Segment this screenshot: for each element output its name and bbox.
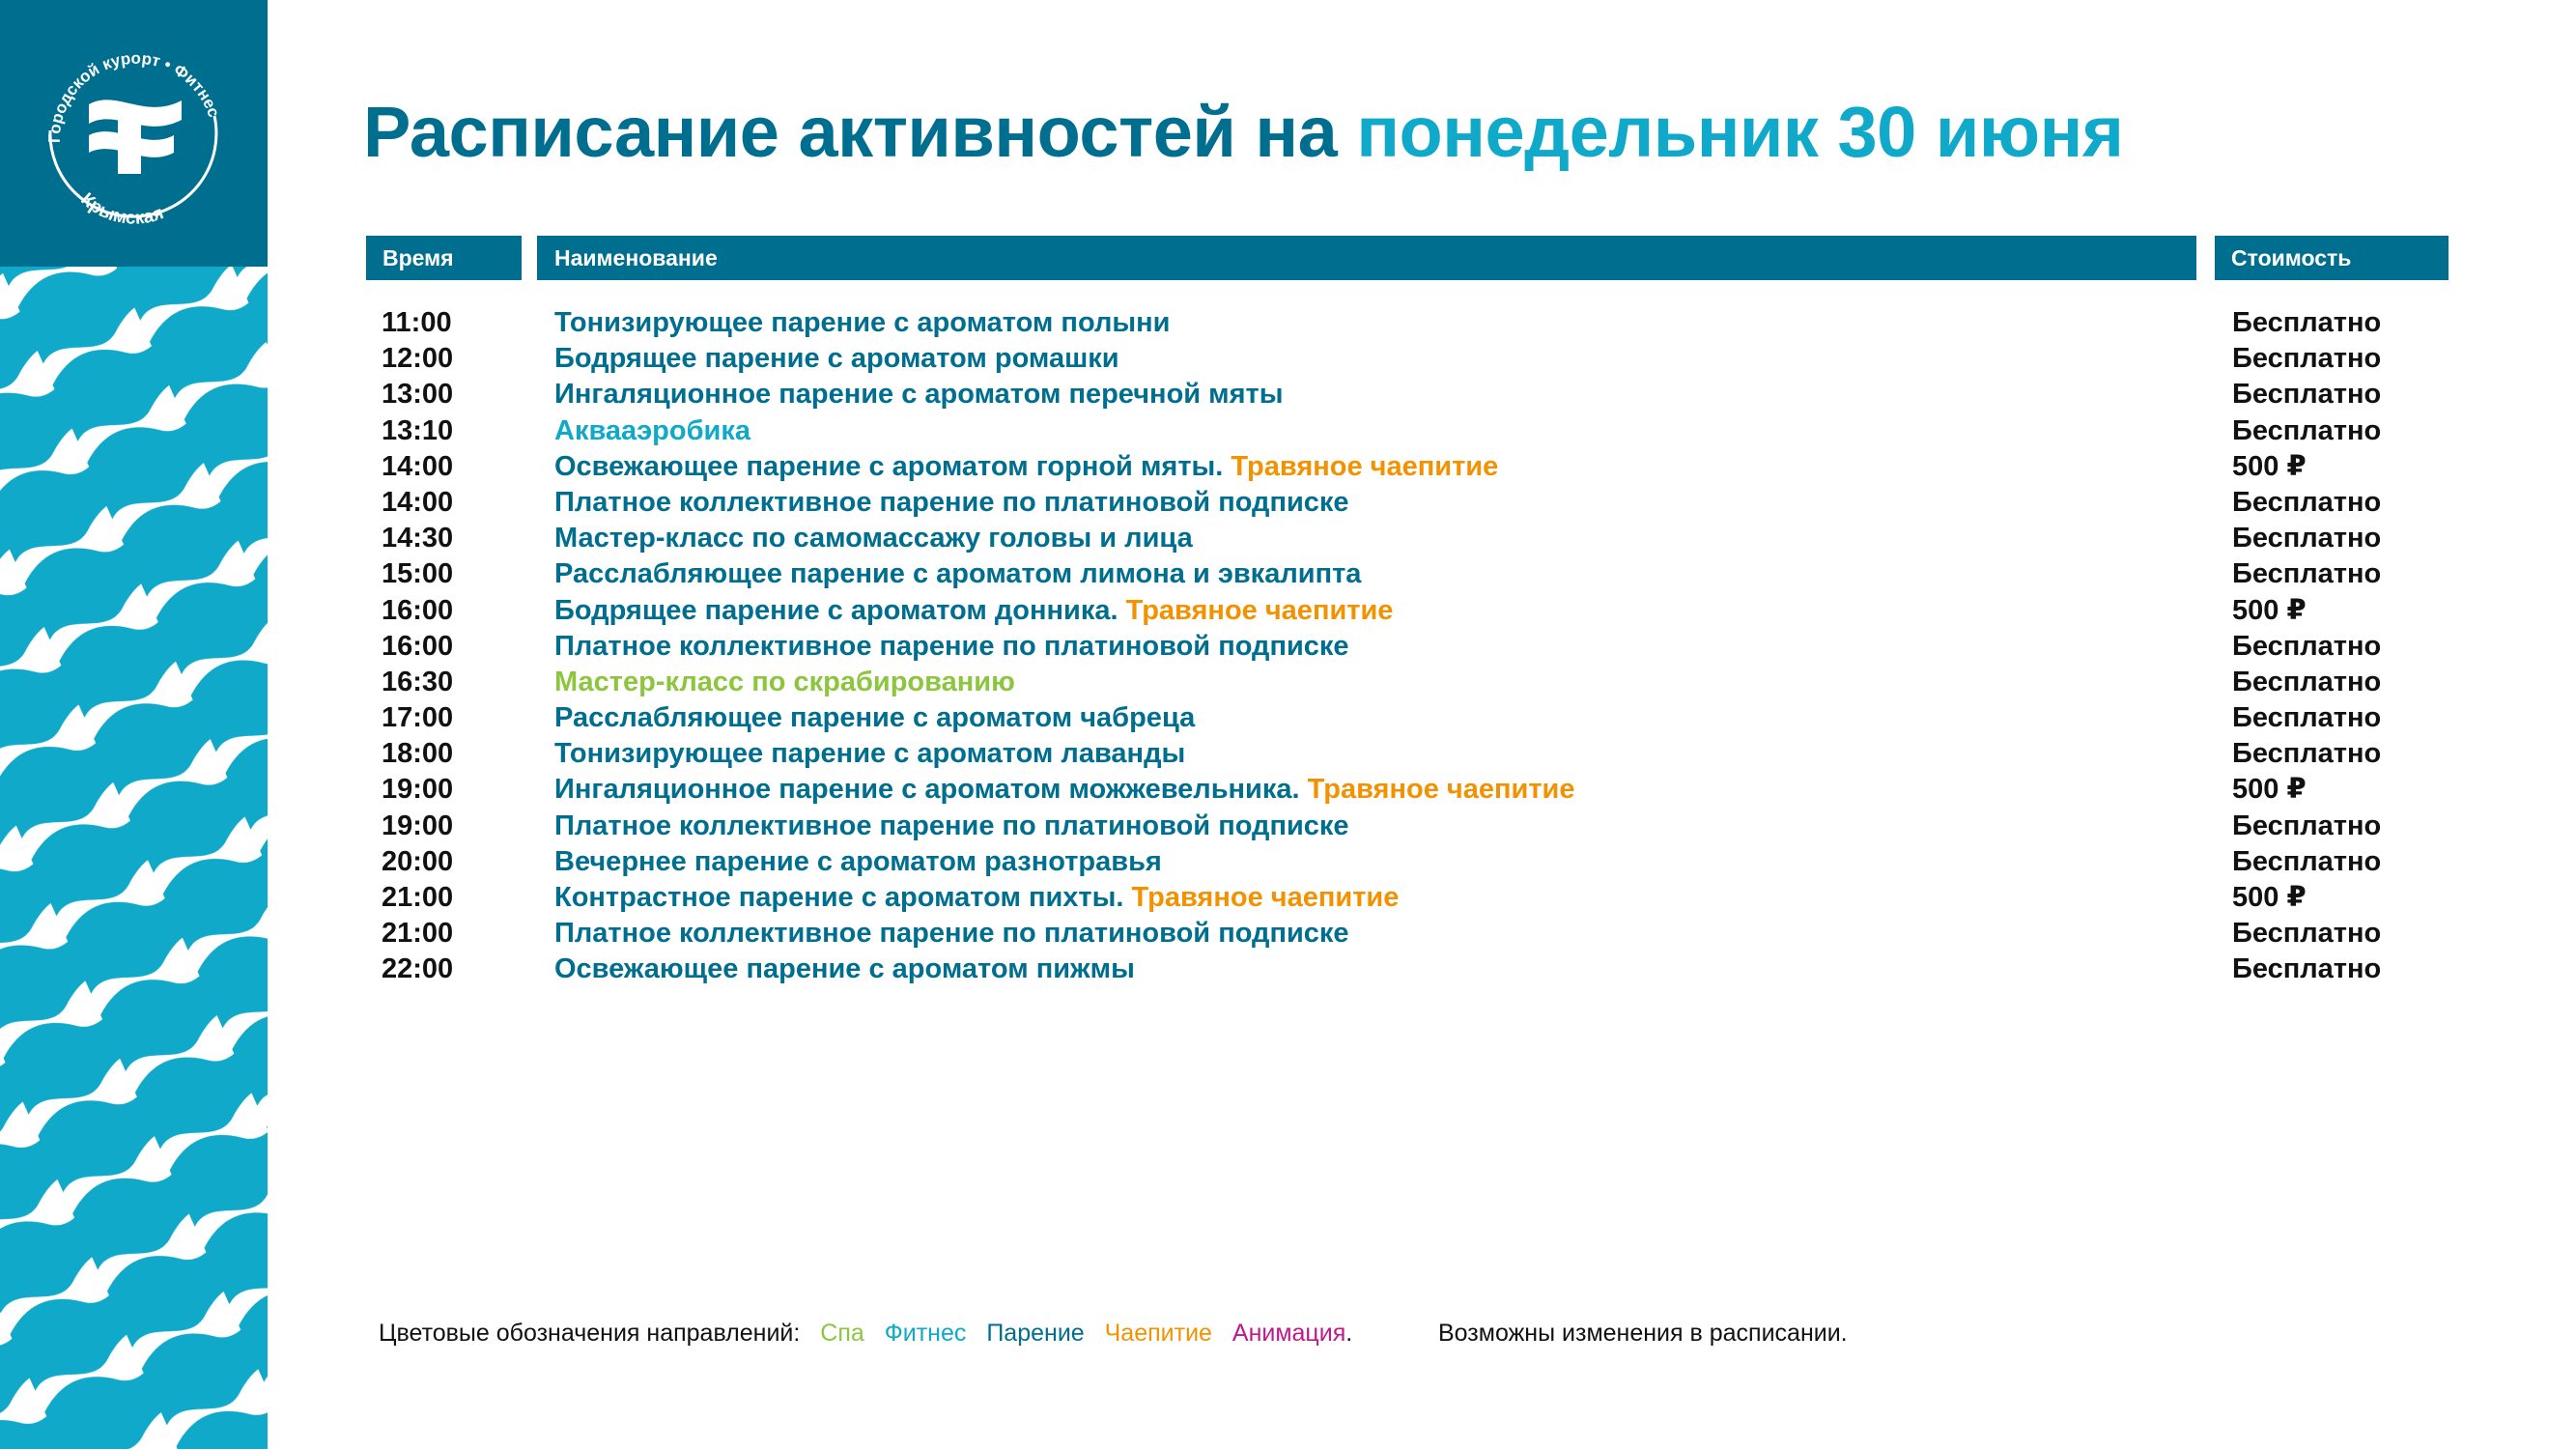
table-row xyxy=(0,772,2576,808)
row-time: 21:00 xyxy=(382,882,454,913)
row-activity-name xyxy=(554,377,1284,412)
row-activity-title: Мастер-класс по самомассажу головы и лица xyxy=(554,523,1193,554)
table-row xyxy=(0,629,2576,665)
row-activity-name xyxy=(554,449,1498,485)
logo-bottom-text: Крымская xyxy=(76,188,167,229)
row-tea-addon: Травяное чаепитие xyxy=(1307,774,1575,806)
row-cost: Бесплатно xyxy=(2232,379,2382,411)
row-cost: 500 ₽ xyxy=(2232,882,2307,913)
row-activity-name xyxy=(554,916,1349,952)
row-time: 16:30 xyxy=(382,666,454,697)
logo-emblem-icon xyxy=(0,0,268,267)
row-activity-title: Мастер-класс по скрабированию xyxy=(554,666,1015,697)
row-time: 12:00 xyxy=(382,343,454,375)
row-activity-title: Тонизирующее парение с ароматом полыни xyxy=(554,307,1171,338)
table-row xyxy=(0,916,2576,952)
table-row xyxy=(0,952,2576,987)
row-activity-name xyxy=(554,700,1195,736)
legend-tea: Чаепитие xyxy=(1104,1320,1212,1347)
table-row xyxy=(0,449,2576,485)
table-row xyxy=(0,736,2576,772)
row-activity-title: Тонизирующее парение с ароматом лаванды xyxy=(554,738,1186,770)
row-cost: Бесплатно xyxy=(2232,630,2382,662)
row-time: 13:00 xyxy=(382,379,454,411)
row-cost: Бесплатно xyxy=(2232,702,2382,734)
row-cost: Бесплатно xyxy=(2232,918,2382,950)
row-cost: Бесплатно xyxy=(2232,486,2382,518)
row-activity-title: Контрастное парение с ароматом пихты. xyxy=(554,882,1124,913)
row-cost: Бесплатно xyxy=(2232,738,2382,770)
row-time: 15:00 xyxy=(382,558,454,590)
row-cost: Бесплатно xyxy=(2232,845,2382,877)
row-time: 14:30 xyxy=(382,523,454,554)
row-activity-name xyxy=(554,844,1162,880)
row-activity-title: Платное коллективное парение по платиновой подписке xyxy=(554,486,1349,518)
row-cost: Бесплатно xyxy=(2232,810,2382,841)
row-activity-title: Вечернее парение с ароматом разнотравья xyxy=(554,845,1162,877)
table-row xyxy=(0,665,2576,700)
row-activity-name xyxy=(554,952,1135,987)
legend-period: . xyxy=(1345,1320,1353,1347)
row-activity-title: Платное коллективное парение по платиновой подписке xyxy=(554,630,1349,662)
row-tea-addon: Травяное чаепитие xyxy=(1231,450,1499,482)
row-tea-addon: Травяное чаепитие xyxy=(1131,882,1400,913)
column-header-cost: Стоимость xyxy=(2215,236,2449,280)
title-main: Расписание активностей на xyxy=(363,92,1357,172)
page-title xyxy=(363,91,2123,173)
row-activity-title: Бодрящее парение с ароматом ромашки xyxy=(554,343,1119,375)
row-time: 11:00 xyxy=(382,307,452,338)
row-activity-name xyxy=(554,305,1170,341)
row-time: 16:00 xyxy=(382,630,454,662)
row-activity-name xyxy=(554,736,1185,772)
table-row xyxy=(0,556,2576,592)
table-row xyxy=(0,413,2576,449)
row-activity-title: Аквааэробика xyxy=(554,414,750,446)
row-time: 17:00 xyxy=(382,702,454,734)
legend-spa: Спа xyxy=(820,1320,864,1347)
row-activity-title: Бодрящее парение с ароматом донника. xyxy=(554,594,1118,626)
row-time: 20:00 xyxy=(382,845,454,877)
row-cost: Бесплатно xyxy=(2232,343,2382,375)
logo-ring-text: Городской курорт • Фитнес xyxy=(44,48,224,144)
row-cost: Бесплатно xyxy=(2232,953,2382,985)
row-cost: Бесплатно xyxy=(2232,666,2382,697)
schedule-table-body xyxy=(0,305,2576,988)
row-activity-name xyxy=(554,665,1015,700)
row-time: 16:00 xyxy=(382,594,454,626)
row-time: 13:10 xyxy=(382,414,454,446)
row-cost: 500 ₽ xyxy=(2232,774,2307,806)
table-row xyxy=(0,485,2576,521)
row-activity-title: Платное коллективное парение по платиновой подписке xyxy=(554,918,1349,950)
row-cost: Бесплатно xyxy=(2232,558,2382,590)
row-activity-name xyxy=(554,413,750,449)
row-cost: 500 ₽ xyxy=(2232,450,2307,482)
row-activity-title: Ингаляционное парение с ароматом перечной мяты xyxy=(554,379,1284,411)
row-tea-addon: Травяное чаепитие xyxy=(1125,594,1394,626)
legend-steam: Парение xyxy=(986,1320,1085,1347)
table-row xyxy=(0,880,2576,916)
table-row xyxy=(0,700,2576,736)
brand-logo xyxy=(0,0,268,267)
row-cost: Бесплатно xyxy=(2232,523,2382,554)
table-row xyxy=(0,341,2576,377)
column-header-time: Время xyxy=(366,236,522,280)
row-activity-name xyxy=(554,556,1361,592)
table-row xyxy=(0,521,2576,556)
row-time: 14:00 xyxy=(382,450,454,482)
row-activity-title: Расслабляющее парение с ароматом чабреца xyxy=(554,702,1196,734)
table-row xyxy=(0,809,2576,844)
legend-animation: Анимация xyxy=(1231,1320,1346,1347)
row-activity-name xyxy=(554,485,1349,521)
row-activity-name xyxy=(554,880,1399,916)
row-time: 19:00 xyxy=(382,810,454,841)
legend-fitness: Фитнес xyxy=(884,1320,967,1347)
table-row xyxy=(0,593,2576,629)
row-time: 14:00 xyxy=(382,486,454,518)
row-activity-title: Освежающее парение с ароматом пижмы xyxy=(554,953,1135,985)
legend-label: Цветовые обозначения направлений: xyxy=(379,1320,801,1347)
row-time: 18:00 xyxy=(382,738,454,770)
row-cost: Бесплатно xyxy=(2232,307,2382,338)
table-row xyxy=(0,844,2576,880)
table-row xyxy=(0,305,2576,341)
row-activity-name xyxy=(554,521,1193,556)
column-header-name: Наименование xyxy=(537,236,2196,280)
row-activity-name xyxy=(554,341,1119,377)
row-cost: Бесплатно xyxy=(2232,414,2382,446)
row-activity-title: Освежающее парение с ароматом горной мяты. xyxy=(554,450,1224,482)
color-legend xyxy=(379,1320,1366,1348)
row-time: 21:00 xyxy=(382,918,454,950)
row-activity-title: Расслабляющее парение с ароматом лимона и эвкалипта xyxy=(554,558,1362,590)
row-activity-name xyxy=(554,629,1349,665)
row-time: 19:00 xyxy=(382,774,454,806)
title-date-highlight: понедельник 30 июня xyxy=(1356,92,2124,172)
row-cost: 500 ₽ xyxy=(2232,594,2307,626)
row-time: 22:00 xyxy=(382,953,454,985)
row-activity-name xyxy=(554,593,1393,629)
row-activity-name xyxy=(554,772,1575,808)
row-activity-name xyxy=(554,809,1349,844)
row-activity-title: Платное коллективное парение по платиновой подписке xyxy=(554,810,1349,841)
table-row xyxy=(0,377,2576,412)
schedule-change-notice: Возможны изменения в расписании. xyxy=(1438,1320,1848,1347)
row-activity-title: Ингаляционное парение с ароматом можжевельника. xyxy=(554,774,1300,806)
